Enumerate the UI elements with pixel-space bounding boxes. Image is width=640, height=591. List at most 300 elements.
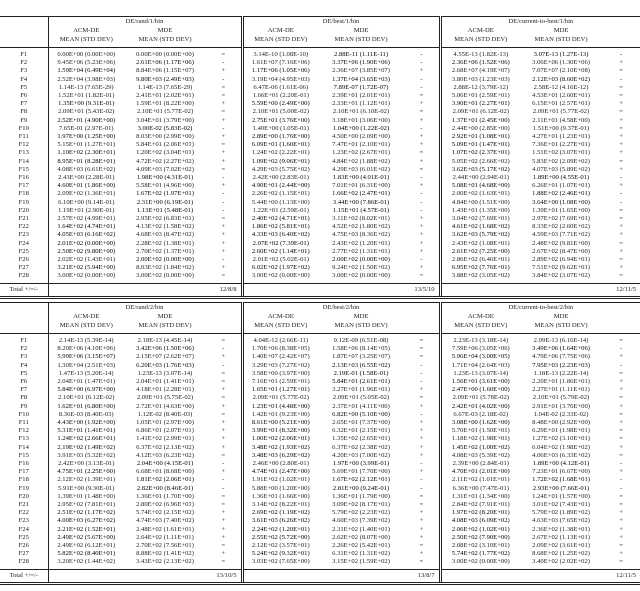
acm-de-value: 2.75E+01 (3.76E+00) (242, 117, 318, 125)
mde-value: 3.64E+00 (1.08E+00) (532, 198, 590, 206)
significance-sign: + (619, 353, 623, 361)
acm-de-value: 5.06E+01 (2.59E+01) (440, 92, 520, 100)
function-label: F5 (20, 369, 28, 377)
mde-value: 6.82E+00 (5.10E+00) (332, 410, 390, 418)
mde-value: 6.29E+01 (1.98E+01) (532, 427, 590, 435)
mde-value: 3.00E+02 (0.00E+00) (332, 272, 390, 280)
total-row (0, 283, 640, 297)
acm-de-value: 2.09E+02 (1.36E+01) (48, 190, 124, 198)
significance-sign: = (419, 501, 424, 509)
function-label: F3 (20, 353, 28, 361)
mde-value: 7.47E+01 (2.10E+01) (332, 141, 390, 149)
table-row (0, 117, 640, 125)
significance-sign: + (221, 525, 226, 533)
mde-value: 8.03E+00 (2.99E+00) (136, 133, 194, 141)
significance-sign: + (619, 533, 623, 541)
acm-de-value: 5.09E+01 (1.47E+01) (440, 141, 520, 149)
function-label: F7 (20, 100, 28, 108)
mde-value: 1.04E-02 (2.33E-02) (533, 410, 589, 418)
total-value: 13/8/7 (242, 569, 440, 583)
mde-value: 6.68E+01 (8.68E+00) (136, 468, 194, 476)
total-label: Total +/=/- (0, 283, 48, 297)
function-label: F9 (20, 116, 28, 124)
acm-de-header: ACM-DE (48, 26, 124, 35)
significance-sign: + (619, 141, 623, 149)
mde-value: 2.88E-11 (1.11E-11) (334, 51, 389, 58)
function-label: F11 (18, 419, 29, 427)
function-label: F5 (20, 83, 28, 91)
function-label: F22 (18, 509, 29, 517)
acm-de-value: 1.91E+02 (1.02E+01) (242, 476, 318, 484)
function-label: F16 (18, 174, 29, 182)
mde-value: 1.67E+02 (2.12E+01) (332, 476, 390, 484)
function-label: F25 (18, 533, 29, 541)
corner-cell (0, 17, 48, 27)
acm-de-value: 5.59E+00 (2.49E+00) (242, 100, 318, 108)
mde-value: 6.86E+01 (2.07E+01) (136, 427, 194, 435)
acm-de-value: 4.33E+03 (6.40E+02) (242, 231, 318, 239)
acm-de-value: 1.97E+00 (1.25E+00) (48, 133, 124, 141)
significance-sign: = (419, 272, 424, 280)
mde-value: 3.09E+02 (8.17E+01) (332, 501, 390, 509)
mde-header: MDE (157, 27, 173, 34)
significance-sign: = (619, 394, 623, 402)
significance-sign: - (222, 75, 225, 83)
mde-subheader: MEAN (STD DEV) (124, 35, 206, 48)
acm-de-value: 2.42E+01 (4.02E+00) (440, 403, 520, 411)
significance-sign: + (419, 239, 424, 247)
acm-de-value: 1.36E+01 (1.66E+00) (242, 493, 318, 501)
significance-sign: + (221, 149, 226, 157)
acm-de-value: 3.03E+02 (7.65E+00) (242, 558, 318, 569)
mde-value: 9.24E+02 (1.50E+02) (332, 264, 390, 272)
significance-sign: - (222, 361, 225, 369)
significance-sign: - (420, 190, 423, 198)
function-label: F21 (18, 215, 29, 223)
acm-de-value: 5.91E+00 (9.30E-01) (48, 485, 124, 493)
significance-sign: - (420, 59, 423, 67)
mde-value: 3.27E+01 (1.96E+01) (332, 386, 390, 394)
acm-de-value: 4.75E+01 (2.25E+00) (48, 468, 124, 476)
mde-value: 4.18E+01 (2.28E+01) (136, 386, 194, 394)
table-row (0, 493, 640, 501)
significance-sign: - (619, 361, 623, 369)
significance-sign: = (619, 272, 623, 280)
significance-sign: + (221, 239, 226, 247)
significance-sign: + (619, 133, 623, 141)
significance-sign: - (222, 484, 225, 492)
mde-value: 4.68E+03 (8.47E+02) (136, 231, 194, 239)
acm-de-subheader: MEAN (STD DEV) (48, 321, 124, 334)
significance-sign: - (420, 361, 423, 369)
table-row (0, 48, 640, 60)
mde-value: 4.29E+03 (6.01E+02) (332, 165, 390, 173)
acm-de-value: 2.43E+02 (1.08E+01) (440, 240, 520, 248)
significance-sign: = (221, 410, 226, 418)
significance-sign: + (419, 451, 424, 459)
acm-de-value: 2.47E+00 (1.60E+00) (440, 386, 520, 394)
acm-de-value: 3.00E+02 (0.00E+00) (48, 272, 124, 283)
mde-header: MDE (353, 313, 369, 320)
acm-de-value: 2.51E+02 (1.17E+02) (48, 509, 124, 517)
significance-sign: + (419, 435, 424, 443)
significance-sign: + (221, 67, 226, 75)
acm-de-value: 2.09E+01 (5.78E-02) (440, 394, 520, 402)
significance-sign: - (420, 369, 423, 377)
significance-sign: = (619, 427, 623, 435)
table-row (0, 509, 640, 517)
mde-value: 1.97E+00 (3.99E-01) (332, 460, 390, 468)
mde-value: 4.06E+03 (6.33E+02) (532, 451, 590, 459)
mde-header: MDE (553, 27, 569, 34)
significance-sign: + (619, 517, 623, 525)
table-row (0, 190, 640, 198)
mde-value: 1.36E+01 (1.70E+00) (136, 492, 194, 500)
significance-sign: + (619, 468, 623, 476)
acm-de-value: 7.16E+01 (2.59E+01) (242, 378, 318, 386)
acm-de-value: 2.55E+02 (5.72E+00) (242, 534, 318, 542)
acm-de-value: 3.00E+02 (0.00E+00) (242, 272, 318, 283)
table-row (0, 174, 640, 182)
mde-value: 2.09E+01 (5.75E-02) (136, 394, 194, 402)
significance-sign: - (222, 59, 225, 67)
acm-de-value: 4.90E+01 (2.44E+00) (242, 182, 318, 190)
mde-value: 3.40E+02 (2.02E+02) (532, 558, 590, 566)
function-label: F13 (18, 435, 29, 443)
acm-de-subheader: MEAN (STD DEV) (242, 35, 318, 48)
significance-sign: + (619, 100, 623, 108)
significance-sign: = (419, 345, 424, 353)
mde-value: 1.87E+07 (3.25E+07) (332, 353, 390, 361)
total-value: 12/8/8 (48, 283, 242, 297)
group-header-row (0, 303, 640, 313)
acm-de-value: 2.49E+02 (5.67E+00) (48, 534, 124, 542)
column-subheader-row (0, 321, 640, 334)
significance-sign: - (619, 75, 623, 83)
significance-sign: = (619, 558, 623, 566)
mde-value: 4.13E+02 (1.58E+02) (136, 223, 194, 231)
significance-sign: + (619, 264, 623, 272)
significance-sign: = (221, 378, 226, 386)
acm-de-value: 2.19E+02 (1.49E+02) (48, 444, 124, 452)
significance-sign: = (221, 108, 226, 116)
mde-value: 1.88E+02 (2.46E+01) (532, 190, 590, 198)
mde-value: 4.20E+03 (7.00E+02) (332, 451, 390, 459)
acm-de-value: 1.22E+01 (2.59E-01) (242, 207, 318, 215)
mde-value: 1.37E+04 (3.65E+03) (332, 75, 390, 83)
acm-de-value: 1.62E+01 (6.80E+00) (48, 403, 124, 411)
function-label: F10 (18, 124, 29, 132)
mde-value: 2.67E+02 (1.13E+01) (532, 533, 590, 541)
acm-de-value: 4.00E+03 (6.27E+02) (48, 517, 124, 525)
mde-value: 2.48E+02 (9.81E+00) (532, 239, 590, 247)
acm-de-value: 1.71E+04 (2.64E+03) (440, 362, 520, 370)
acm-de-value: 1.70E+06 (8.38E+05) (242, 345, 318, 353)
mde-value: 1.05E+01 (2.97E+00) (136, 419, 194, 427)
acm-de-value: 5.74E+02 (1.77E+02) (440, 550, 520, 558)
mde-value: 4.50E+00 (2.09E+00) (332, 133, 390, 141)
mde-value: 6.31E+02 (1.31E+02) (332, 550, 390, 558)
acm-de-value: 7.65E-01 (2.97E-01) (48, 125, 124, 133)
table-row (0, 264, 640, 272)
significance-sign: + (221, 223, 226, 231)
acm-de-subheader: MEAN (STD DEV) (440, 321, 520, 334)
significance-sign: - (222, 206, 225, 214)
significance-sign: + (221, 247, 226, 255)
mde-value: 2.77E+02 (1.31E+01) (332, 247, 390, 255)
acm-de-value: 6.10E+00 (9.14E-01) (48, 199, 124, 207)
significance-sign: = (221, 165, 226, 173)
function-label: F10 (18, 410, 29, 418)
function-label: F18 (18, 476, 29, 484)
mde-value: 4.74E+03 (7.40E+02) (136, 517, 194, 525)
function-label: F19 (18, 484, 29, 492)
mde-value: 8.03E+02 (1.84E+02) (136, 264, 194, 272)
acm-de-value: 5.96E+04 (3.00E+05) (440, 353, 520, 361)
mde-value: 5.83E+02 (2.09E+02) (532, 157, 590, 165)
mde-value: 5.69E+01 (7.70E+00) (332, 468, 390, 476)
function-label: F20 (18, 492, 29, 500)
acm-de-value: 3.48E+03 (6.29E+02) (242, 452, 318, 460)
acm-de-value: 3.99E+01 (8.32E+00) (242, 427, 318, 435)
acm-de-value: 2.92E+01 (1.08E+01) (440, 133, 520, 141)
acm-de-value: 2.02E+02 (1.43E+01) (48, 256, 124, 264)
significance-sign: = (619, 157, 623, 165)
mde-value: 2.61E+06 (1.17E+06) (136, 59, 194, 67)
group-title: DE/current-to-best/1/bin (440, 17, 640, 27)
acm-de-value: 5.31E+01 (1.41E+01) (48, 427, 124, 435)
mde-value: 1.51E+02 (3.07E+01) (532, 149, 590, 157)
significance-sign: - (619, 345, 623, 353)
mde-value: 2.93E+00 (7.66E-01) (532, 484, 590, 492)
mde-value: 3.01E+02 (7.43E+01) (532, 501, 590, 509)
column-header-row (0, 312, 640, 321)
significance-sign: - (420, 83, 423, 91)
results-table-bottom (0, 302, 640, 585)
acm-de-value: 7.59E+06 (3.05E+06) (440, 345, 520, 353)
function-label: F6 (20, 378, 28, 386)
acm-de-value: 1.24E+02 (2.22E+01) (242, 149, 318, 157)
acm-de-value: 2.60E+02 (1.14E+01) (242, 248, 318, 256)
table-row (0, 353, 640, 361)
significance-sign: - (420, 484, 423, 492)
significance-sign: + (221, 231, 226, 239)
function-label: F23 (18, 231, 29, 239)
table-row (0, 452, 640, 460)
acm-de-value: 2.49E+02 (6.12E+01) (48, 542, 124, 550)
acm-de-header: ACM-DE (242, 26, 318, 35)
table-row (0, 550, 640, 558)
significance-sign: = (221, 394, 226, 402)
acm-de-header: ACM-DE (48, 312, 124, 321)
acm-de-value: 2.52E+04 (3.98E+03) (48, 76, 124, 84)
table-row (0, 215, 640, 223)
acm-de-value: 1.00E+02 (2.06E+01) (242, 435, 318, 443)
table-row (0, 542, 640, 550)
mde-value: 1.39E+01 (1.65E+00) (532, 206, 590, 214)
function-label: F26 (18, 256, 29, 264)
table-row (0, 403, 640, 411)
mde-value: 2.09E-13 (6.16E-14) (533, 337, 589, 344)
mde-value: 2.26E+02 (5.42E+01) (332, 542, 390, 550)
function-label: F8 (20, 108, 28, 116)
acm-de-value: 1.10E+02 (2.30E+01) (48, 149, 124, 157)
mde-value: 1.89E+00 (4.55E-01) (532, 174, 590, 182)
significance-sign: - (222, 124, 225, 132)
table-row (0, 248, 640, 256)
function-label: F27 (18, 550, 29, 558)
acm-de-value: 2.86E+02 (6.46E+01) (440, 256, 520, 264)
significance-sign: = (419, 394, 424, 402)
mde-value: 1.13E+01 (5.48E-01) (136, 206, 194, 214)
mde-value: 1.20E+02 (3.04E+01) (136, 149, 194, 157)
significance-sign: + (619, 59, 623, 67)
function-label: F17 (18, 468, 29, 476)
mde-value: 2.31E+00 (6.19E-01) (136, 198, 194, 206)
acm-de-value: 1.24E+02 (2.66E+01) (48, 435, 124, 443)
acm-de-value: 1.09E+02 (9.06E+01) (242, 158, 318, 166)
mde-value: 4.79E+06 (7.75E+06) (532, 353, 590, 361)
significance-sign: = (221, 83, 226, 91)
significance-sign: - (619, 51, 623, 58)
mde-value: 3.04E+01 (3.79E+00) (136, 116, 194, 124)
mde-value: 6.15E+01 (2.57E+01) (532, 100, 590, 108)
mde-value: 2.65E+01 (7.37E+00) (332, 419, 390, 427)
acm-de-value: 3.00E+02 (0.00E+00) (440, 558, 520, 569)
mde-value: 4.59E+03 (7.71E+02) (532, 231, 590, 239)
significance-sign: = (619, 124, 623, 132)
function-label: F17 (18, 182, 29, 190)
mde-value: 1.35E+02 (2.65E+01) (332, 435, 390, 443)
mde-value: 1.58E+06 (8.14E+05) (332, 345, 390, 353)
mde-subheader: MEAN (STD DEV) (520, 35, 602, 48)
acm-de-value: 1.59E+04 (6.49E+04) (48, 67, 124, 75)
mde-value: 4.72E+02 (2.27E+02) (136, 157, 194, 165)
significance-sign: + (221, 264, 226, 272)
significance-sign: - (222, 345, 225, 353)
mde-value: 2.00E+02 (0.00E+00) (136, 256, 194, 264)
acm-de-value: 1.23E-13 (3.07E-14) (440, 370, 520, 378)
mde-value: 5.58E+01 (4.96E+00) (136, 182, 194, 190)
acm-de-value: 2.12E+02 (3.57E+01) (242, 542, 318, 550)
function-label: F25 (18, 247, 29, 255)
mde-value: 6.37E+02 (2.13E+02) (136, 443, 194, 451)
function-label: F13 (18, 149, 29, 157)
table-row (0, 84, 640, 92)
mde-value: 8.84E+06 (1.15E+07) (136, 67, 194, 75)
acm-de-value: 2.89E+00 (1.76E+00) (242, 133, 318, 141)
acm-de-value: 2.39E+00 (2.84E-01) (440, 460, 520, 468)
significance-sign: - (420, 476, 423, 484)
function-label: F20 (18, 206, 29, 214)
significance-sign: = (619, 83, 623, 91)
mde-value: 2.43E+02 (1.20E+01) (332, 239, 390, 247)
acm-de-value: 2.95E+02 (7.81E+01) (48, 501, 124, 509)
table-row (0, 427, 640, 435)
acm-de-value: 1.43E+01 (1.35E+00) (440, 207, 520, 215)
acm-de-value: 2.12E+02 (1.39E+01) (48, 476, 124, 484)
significance-sign: = (419, 542, 424, 550)
table-row (0, 240, 640, 248)
significance-sign: - (619, 190, 623, 198)
table-row (0, 411, 640, 419)
mde-value: 2.97E+02 (7.69E+01) (532, 215, 590, 223)
mde-value: 1.66E+02 (2.47E+01) (332, 190, 390, 198)
significance-sign: + (619, 182, 623, 190)
significance-sign: + (221, 157, 226, 165)
significance-sign: - (420, 198, 423, 206)
significance-sign: + (619, 116, 623, 124)
significance-sign: - (420, 378, 423, 386)
significance-sign: + (419, 67, 424, 75)
acm-de-value: 2.43E+00 (2.28E-01) (48, 174, 124, 182)
function-label: F9 (20, 402, 28, 410)
mde-value: 3.00E-02 (5.83E-02) (137, 124, 193, 132)
table-row (0, 526, 640, 534)
acm-de-value: 1.97E+02 (8.20E+01) (440, 509, 520, 517)
mde-value: 2.81E+00 (9.24E-01) (332, 484, 390, 492)
mde-header: MDE (157, 313, 173, 320)
table-row (0, 534, 640, 542)
mde-value: 6.04E+02 (1.98E+02) (532, 443, 590, 451)
significance-sign: + (221, 100, 226, 108)
table-row (0, 92, 640, 100)
mde-value: 3.37E+06 (1.90E+06) (332, 59, 390, 67)
table-row (0, 149, 640, 157)
mde-value: 7.36E+01 (2.27E+01) (532, 141, 590, 149)
acm-de-value: 4.08E+03 (5.39E+02) (440, 452, 520, 460)
mde-value: 8.48E+00 (2.92E+00) (532, 419, 590, 427)
significance-sign: + (419, 247, 424, 255)
significance-sign: = (221, 92, 226, 100)
significance-sign: + (619, 509, 623, 517)
total-value: 12/11/5 (440, 569, 640, 583)
acm-de-value: 4.70E+01 (2.01E+00) (440, 468, 520, 476)
mde-value: 7.51E+02 (9.62E+01) (532, 264, 590, 272)
table-row (0, 158, 640, 166)
acm-de-value: 3.62E+03 (5.17E+02) (440, 166, 520, 174)
mde-value: 2.11E+01 (4.58E+00) (532, 116, 590, 124)
table-row (0, 182, 640, 190)
mde-value: 3.07E-13 (1.27E-13) (533, 51, 589, 58)
significance-sign: + (419, 386, 424, 394)
significance-sign: + (221, 116, 226, 124)
significance-sign: - (420, 256, 423, 264)
significance-sign: = (419, 108, 424, 116)
significance-sign: = (619, 542, 623, 550)
significance-sign: + (619, 419, 623, 427)
table-row (0, 100, 640, 108)
mde-value: 2.10E+01 (5.79E-02) (532, 394, 590, 402)
mde-value: 7.07E+07 (2.10E+08) (532, 67, 590, 75)
significance-sign: = (419, 492, 424, 500)
table-row (0, 231, 640, 239)
significance-sign: = (619, 215, 623, 223)
acm-de-value: 3.58E+00 (3.97E+00) (242, 370, 318, 378)
acm-de-value: 5.88E+00 (1.20E+00) (242, 485, 318, 493)
acm-de-value: 3.04E+02 (7.69E+01) (440, 215, 520, 223)
acm-de-header: ACM-DE (242, 312, 318, 321)
acm-de-value: 2.09E+01 (5.43E-02) (48, 108, 124, 116)
acm-de-value: 2.57E+02 (4.99E+01) (48, 215, 124, 223)
significance-sign: + (221, 353, 226, 361)
acm-de-value: 2.11E+02 (1.01E+01) (440, 476, 520, 484)
mde-value: 2.33E+01 (1.12E+01) (332, 100, 390, 108)
acm-de-value: 3.90E+01 (2.27E+01) (440, 100, 520, 108)
function-label: F12 (18, 427, 29, 435)
significance-sign: + (221, 133, 226, 141)
mde-value: 4.09E+03 (7.02E+02) (136, 165, 194, 173)
